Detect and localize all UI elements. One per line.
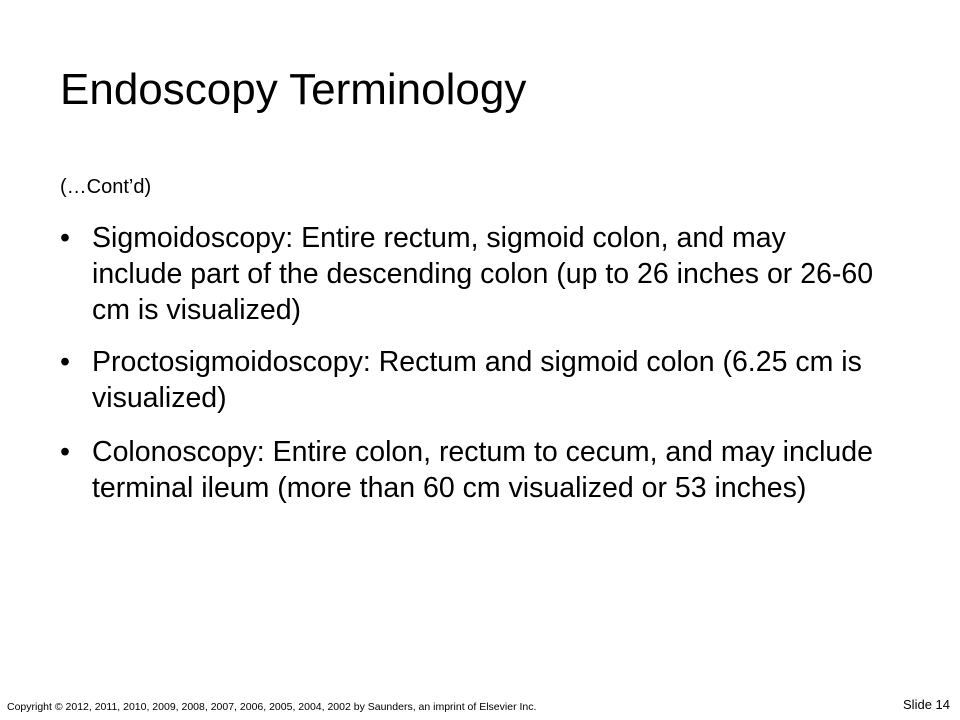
bullet-text: Sigmoidoscopy: Entire rectum, sigmoid colon, and may include part of the descending colon (up to 26 inches or 26-60 cm is visualized) [92, 222, 874, 326]
bullet-point-icon: • [60, 436, 70, 468]
footer-copyright: Copyright © 2012, 2011, 2010, 2009, 2008, 2007, 2006, 2005, 2004, 2002 by Saunders, an imprint of Elsevier Inc. [7, 701, 537, 713]
slide-number: Slide 14 [903, 697, 950, 712]
slide-subtitle: (…Cont’d) [60, 176, 152, 198]
bullet-point-icon: • [60, 222, 70, 254]
bullet-text: Proctosigmoidoscopy: Rectum and sigmoid colon (6.25 cm is visualized) [92, 346, 862, 414]
bullet-item-proctosigmoidoscopy [60, 344, 880, 416]
bullet-point-icon: • [60, 346, 70, 378]
bullet-list [60, 220, 880, 522]
slide-title: Endoscopy Terminology [60, 65, 527, 114]
bullet-item-sigmoidoscopy [60, 220, 880, 328]
bullet-item-colonoscopy [60, 434, 880, 506]
bullet-text: Colonoscopy: Entire colon, rectum to cecum, and may include terminal ileum (more than 60 cm visualized or 53 inches) [92, 436, 873, 504]
